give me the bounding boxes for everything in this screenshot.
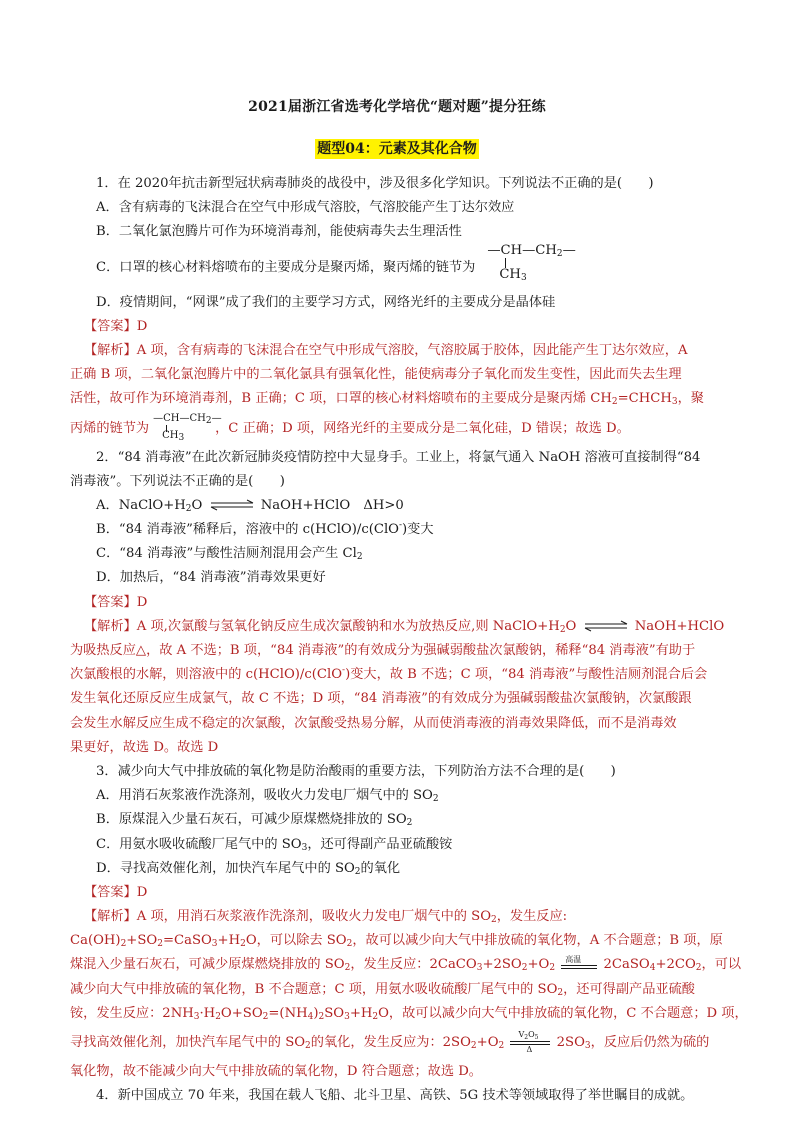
answer-value: D xyxy=(136,884,148,900)
answer-label: 【答案】 xyxy=(84,594,137,610)
q3-option-a: A．用消石灰浆液作洗涤剂，吸收火力发电厂烟气中的 $SO_2$ xyxy=(96,788,439,805)
subtitle-wrap xyxy=(0,138,794,159)
q3-analysis-line7: 氧化物，故不能减少向大气中排放硫的氧化物，D 符合题意；故选 D。 xyxy=(70,1064,482,1079)
q1-analysis-line3: 活性，故可作为环境消毒剂，B 正确；C 项，口罩的核心材料熔喷布的主要成分是聚丙烯 $CH_2=CHCH_3$，聚 xyxy=(70,391,704,408)
q1-option-c xyxy=(70,245,750,291)
answer-value: D xyxy=(136,318,148,334)
q1-option-a: A．含有病毒的飞沫混合在空气中形成气溶胶，气溶胶能产生丁达尔效应 xyxy=(96,200,515,216)
equilibrium-arrow-icon xyxy=(209,499,255,511)
polypropylene-unit-formula-small xyxy=(153,413,222,443)
q3-analysis-line5: 铵，发生反应：$2NH_3\cdot H_2O+SO_2=(NH_4)_2SO_3+H_2O$，故可以减少向大气中排放硫的氧化物，C 不合题意；D 项， xyxy=(70,1005,748,1022)
struct-main-small: $—CH—CH_2—$ xyxy=(153,413,222,426)
q3-option-b: B．原煤混入少量石灰石，可减少原煤燃烧排放的 $SO_2$ xyxy=(96,812,413,829)
q4-stem: 4．新中国成立 70 年来，我国在载人飞船、北斗卫星、高铁、5G 技术等领域取得了举世瞩目的成就。 xyxy=(96,1088,694,1104)
q2-analysis-line6: 果更好，故选 D。故选 D xyxy=(70,739,219,755)
q3-analysis-line4: 减少向大气中排放硫的氧化物，B 不合题意；C 项，用氨水吸收硫酸厂尾气中的 $SO_2$，还可得副产品亚硫酸 xyxy=(70,981,695,998)
section-subtitle: 题型04：元素及其化合物 xyxy=(317,141,477,157)
q1-analysis-line4: 丙烯的链节为 $—CH—CH_2—$ $CH_3$ ，C 正确；D 项，网络光纤的主要成分是二氧化硅，D 错误；故选 D。 xyxy=(70,413,630,443)
q3-analysis-line2: $Ca(OH)_2+SO_2=CaSO_3+H_2O$，可以除去 $SO_2$，故可以减少向大气中排放硫的氧化物，A 不合题意；B 项，原 xyxy=(70,933,723,950)
content xyxy=(70,172,750,1108)
q2-stem-line1: 2．“84 消毒液”在此次新冠肺炎疫情防控中大显身手。工业上，将氯气通入 NaOH 溶液可直接制得“84 xyxy=(96,449,701,465)
q2-analysis-line5: 会发生水解反应生成不稳定的次氯酸，次氯酸受热易分解，从而使消毒液的消毒效果降低，而不是消毒效 xyxy=(70,715,677,731)
analysis-label: 【解析】 xyxy=(84,342,137,358)
q3-answer xyxy=(70,881,750,905)
q1-option-b: B．二氧化氯泡腾片可作为环境消毒剂，能使病毒失去生理活性 xyxy=(96,224,462,240)
q1-analysis-line2: 正确 B 项，二氧化氯泡腾片中的二氧化氯具有强氧化性，能使病毒分子氧化而发生变性，因此而失去生理 xyxy=(70,367,682,383)
q1-option-c-text: C．口罩的核心材料熔喷布的主要成分是聚丙烯，聚丙烯的链节为 xyxy=(96,259,476,275)
q2-option-d: D．加热后，“84 消毒液”消毒效果更好 xyxy=(96,570,326,586)
page-title: 2021届浙江省选考化学培优“题对题”提分狂练 xyxy=(248,99,546,115)
q3-analysis-line6: 寻找高效催化剂，加快汽车尾气中的 $SO_2$的氧化，发生反应为：$2SO_2+O_2$ $\frac{V_2O_5}{\Delta}$ $2SO_3$，反应后仍然为硫的 xyxy=(70,1029,710,1054)
q1-analysis-line1 xyxy=(70,339,750,363)
answer-value: D xyxy=(136,594,148,610)
q3-analysis-line1: 【解析】A 项，用消石灰浆液作洗涤剂，吸收火力发电厂烟气中的 $SO_2$，发生反应: xyxy=(84,909,568,926)
q2-option-b: B．“84 消毒液”稀释后，溶液中的 c(HClO)/c(ClO-)变大 xyxy=(96,520,434,538)
struct-sub-small: $CH_3$ xyxy=(162,430,185,443)
struct-sub: $CH_3$ xyxy=(499,267,527,284)
q2-analysis-line2: 为吸热反应△，故 A 不选；B 项，“84 消毒液”的有效成分为强碱弱酸盐次氯酸钠，稀释“84 消毒液”有助于 xyxy=(70,643,696,658)
high-temp-condition xyxy=(559,956,599,974)
q3-analysis-line3: 煤混入少量石灰石，可减少原煤燃烧排放的 $SO_2$，发生反应：$2CaCO_3+2SO_2+O_2$ 高温 $2CaSO_4+2CO_2$，可以 xyxy=(70,954,742,974)
cond-line-bottom xyxy=(561,968,597,969)
cond-line-top xyxy=(561,965,597,966)
q2-analysis-line1: 【解析】A 项,次氯酸与氢氧化钠反应生成次氯酸钠和水为放热反应,则 $NaClO+H_2O$ NaOH+HClO xyxy=(84,618,725,635)
q2-option-a: A．$NaClO+H_2O$ NaOH+HClO ΔH>0 xyxy=(96,497,404,514)
answer-label: 【答案】 xyxy=(84,884,137,900)
q2-analysis-line3: 次氯酸根的水解，则溶液中的 c(HClO)/c(ClO-)变大，故 B 不选；C 项，“84 消毒液”与酸性洁厕剂混合后会 xyxy=(70,665,708,683)
struct-main: $—CH—CH_2—$ xyxy=(487,243,576,260)
q2-analysis-line4: 发生氧化还原反应生成氯气，故 C 不选；D 项，“84 消毒液”的有效成分为强碱弱酸盐次氯酸钠，次氯酸跟 xyxy=(70,691,692,707)
answer-label: 【答案】 xyxy=(84,318,137,334)
q3-option-d: D．寻找高效催化剂，加快汽车尾气中的 $SO_2$的氧化 xyxy=(96,860,401,877)
q1-answer xyxy=(70,315,750,339)
polypropylene-unit-formula xyxy=(487,243,576,284)
q3-stem: 3．减少向大气中排放硫的氧化物是防治酸雨的重要方法，下列防治方法不合理的是( ) xyxy=(96,763,616,779)
cat-line-top xyxy=(510,1041,550,1042)
q3-option-c: C．用氨水吸收硫酸厂尾气中的 $SO_3$，还可得副产品亚硫酸铵 xyxy=(96,836,453,853)
equilibrium-arrow-icon xyxy=(583,620,629,632)
q2-stem-line2: 消毒液”。下列说法不正确的是( ) xyxy=(70,473,285,489)
q2-option-c: C．“84 消毒液”与酸性洁厕剂混用会产生 $Cl_2$ xyxy=(96,546,363,563)
q2-answer xyxy=(70,591,750,615)
high-temp-label: 高温 xyxy=(565,954,582,964)
q1-option-d: D．疫情期间，“网课”成了我们的主要学习方式，网络光纤的主要成分是晶体硅 xyxy=(96,294,556,310)
q1-stem: 1．在 2020年抗击新型冠状病毒肺炎的战役中，涉及很多化学知识。下列说法不正确的是( ) xyxy=(96,176,654,191)
analysis-text: A 项，含有病毒的飞沫混合在空气中形成气溶胶，气溶胶属于胶体，因此能产生丁达尔效应，A xyxy=(136,342,688,358)
catalyst-condition xyxy=(508,1030,552,1056)
delta-label: Δ xyxy=(526,1044,533,1054)
catalyst-label: $V_2O_5$ xyxy=(518,1029,539,1041)
